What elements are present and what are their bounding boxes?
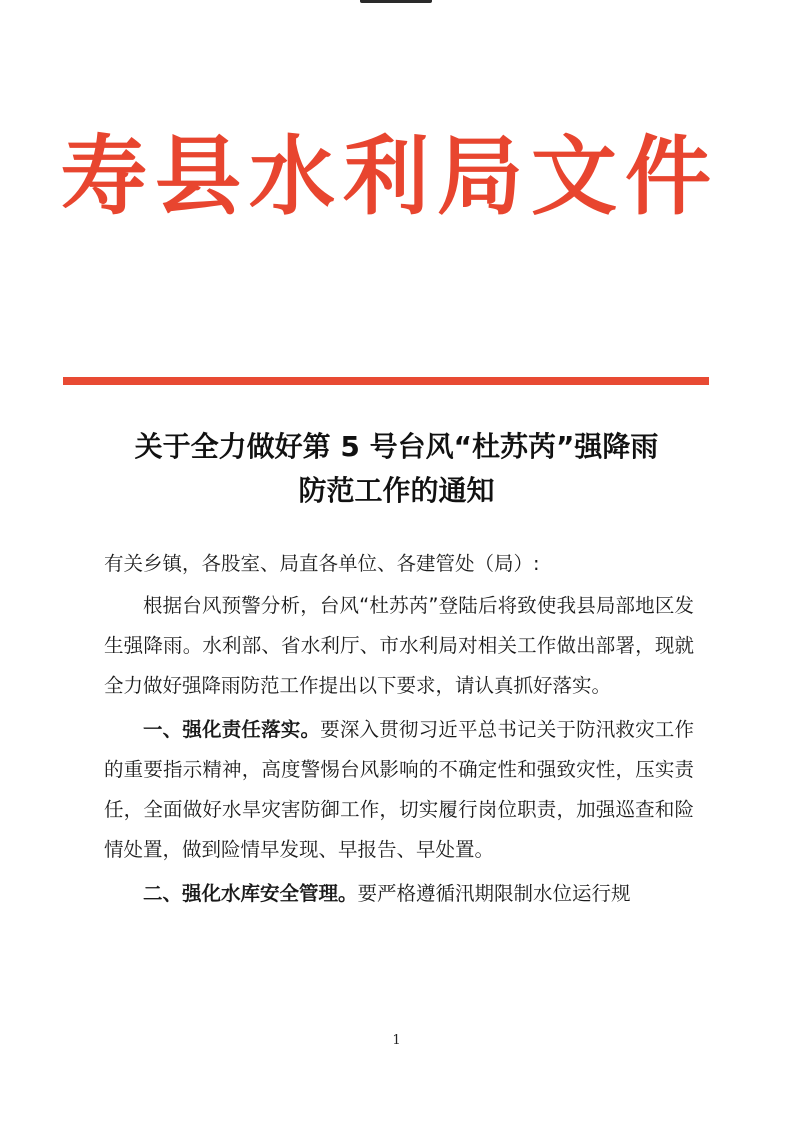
section-1-text: 要深入贯彻习近平总书记关于防汛救灾工作的重要指示精神，高度警惕台风影响的不确定性和强致灾性，压实责任，全面做好水旱灾害防御工作，切实履行岗位职责，加强巡查和险情处置，做到险情早发现、早报告、早处置。: [104, 718, 694, 861]
issuer-title: 寿县水利局文件: [61, 127, 719, 227]
notice-body: [104, 544, 694, 918]
notice-title-line-1: 关于全力做好第 5 号台风“杜苏芮”强降雨: [134, 430, 659, 463]
section-2-heading: 二、强化水库安全管理。: [143, 882, 358, 905]
notice-title: [60, 425, 733, 513]
section-2-paragraph: [104, 874, 694, 914]
section-1-paragraph: [104, 710, 694, 870]
section-2-text: 要严格遵循汛期限制水位运行规: [357, 882, 631, 905]
document-header: [60, 110, 720, 245]
red-separator-rule: [63, 377, 709, 385]
page-number: 1: [392, 1033, 401, 1048]
notice-title-line-2: 防范工作的通知: [298, 474, 495, 507]
salutation: 有关乡镇，各股室、局直各单位、各建管处（局）:: [104, 552, 540, 575]
section-1-heading: 一、强化责任落实。: [143, 718, 321, 741]
intro-paragraph: 根据台风预警分析，台风“杜苏芮”登陆后将致使我县局部地区发生强降雨。水利部、省水利厅、市水利局对相关工作做出部署，现就全力做好强降雨防范工作提出以下要求，请认真抓好落实。: [104, 594, 694, 697]
scan-edge-mark: [360, 0, 432, 3]
